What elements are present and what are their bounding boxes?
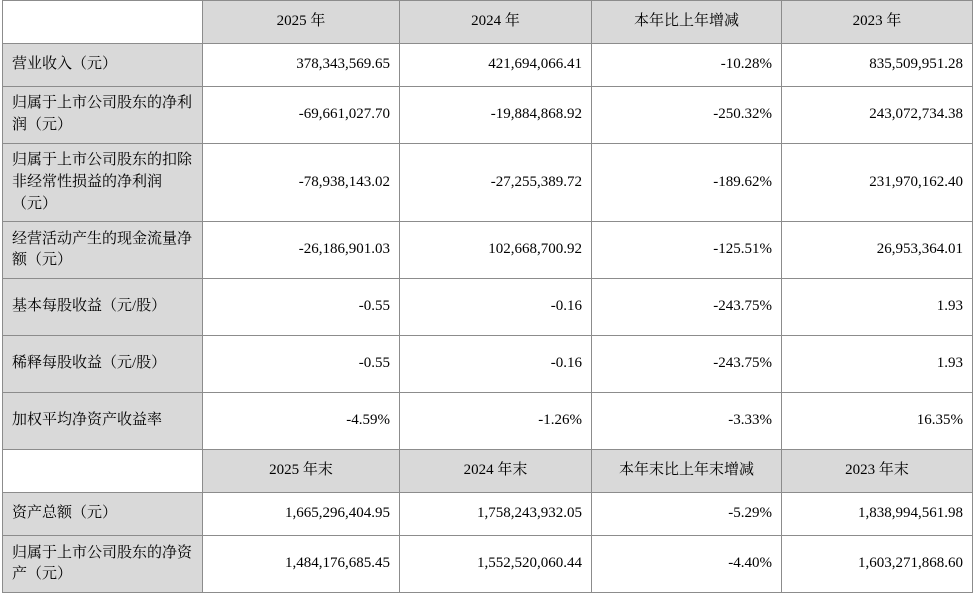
cell-value: -0.55 [203,279,400,336]
cell-value: -189.62% [592,144,782,222]
cell-value: -0.16 [400,279,592,336]
cell-value: 231,970,162.40 [782,144,973,222]
table-row [3,393,973,450]
row-label-net-profit: 归属于上市公司股东的净利润（元） [3,87,203,144]
row-label-net-profit-deducted: 归属于上市公司股东的扣除非经常性损益的净利润（元） [3,144,203,222]
cell-value: 421,694,066.41 [400,44,592,87]
row-label-operating-cashflow: 经营活动产生的现金流量净额（元） [3,222,203,279]
row-label-weighted-roe: 加权平均净资产收益率 [3,393,203,450]
header-col-2024: 2024 年 [400,1,592,44]
header-corner-blank-2 [3,450,203,493]
table-row [3,336,973,393]
cell-value: -250.32% [592,87,782,144]
cell-value: 26,953,364.01 [782,222,973,279]
cell-value: -10.28% [592,44,782,87]
row-label-basic-eps: 基本每股收益（元/股） [3,279,203,336]
cell-value: 1,838,994,561.98 [782,493,973,536]
table-row [3,279,973,336]
cell-value: 1.93 [782,279,973,336]
cell-value: 835,509,951.28 [782,44,973,87]
cell-value: 102,668,700.92 [400,222,592,279]
cell-value: 378,343,569.65 [203,44,400,87]
cell-value: -78,938,143.02 [203,144,400,222]
header-col-2025: 2025 年 [203,1,400,44]
cell-value: -27,255,389.72 [400,144,592,222]
cell-value: -3.33% [592,393,782,450]
cell-value: 1,552,520,060.44 [400,536,592,593]
header-col-change: 本年比上年增减 [592,1,782,44]
cell-value: 16.35% [782,393,973,450]
table-header-row-years [3,1,973,44]
cell-value: -0.16 [400,336,592,393]
cell-value: -0.55 [203,336,400,393]
cell-value: -243.75% [592,336,782,393]
cell-value: 243,072,734.38 [782,87,973,144]
row-label-net-assets: 归属于上市公司股东的净资产（元） [3,536,203,593]
cell-value: 1.93 [782,336,973,393]
table-row [3,44,973,87]
header-col-change-end: 本年末比上年末增减 [592,450,782,493]
financial-summary-table [2,0,973,593]
header-col-2024-end: 2024 年末 [400,450,592,493]
header-col-2023-end: 2023 年末 [782,450,973,493]
cell-value: 1,484,176,685.45 [203,536,400,593]
row-label-diluted-eps: 稀释每股收益（元/股） [3,336,203,393]
table-header-row-year-end [3,450,973,493]
row-label-total-assets: 资产总额（元） [3,493,203,536]
cell-value: -125.51% [592,222,782,279]
table-row [3,222,973,279]
table-row [3,493,973,536]
cell-value: -1.26% [400,393,592,450]
cell-value: -26,186,901.03 [203,222,400,279]
table-row [3,536,973,593]
cell-value: -4.40% [592,536,782,593]
cell-value: 1,665,296,404.95 [203,493,400,536]
cell-value: -19,884,868.92 [400,87,592,144]
cell-value: -4.59% [203,393,400,450]
cell-value: -5.29% [592,493,782,536]
header-col-2025-end: 2025 年末 [203,450,400,493]
table-row [3,144,973,222]
cell-value: 1,758,243,932.05 [400,493,592,536]
header-col-2023: 2023 年 [782,1,973,44]
header-corner-blank [3,1,203,44]
row-label-revenue: 营业收入（元） [3,44,203,87]
cell-value: -243.75% [592,279,782,336]
cell-value: 1,603,271,868.60 [782,536,973,593]
table-row [3,87,973,144]
cell-value: -69,661,027.70 [203,87,400,144]
